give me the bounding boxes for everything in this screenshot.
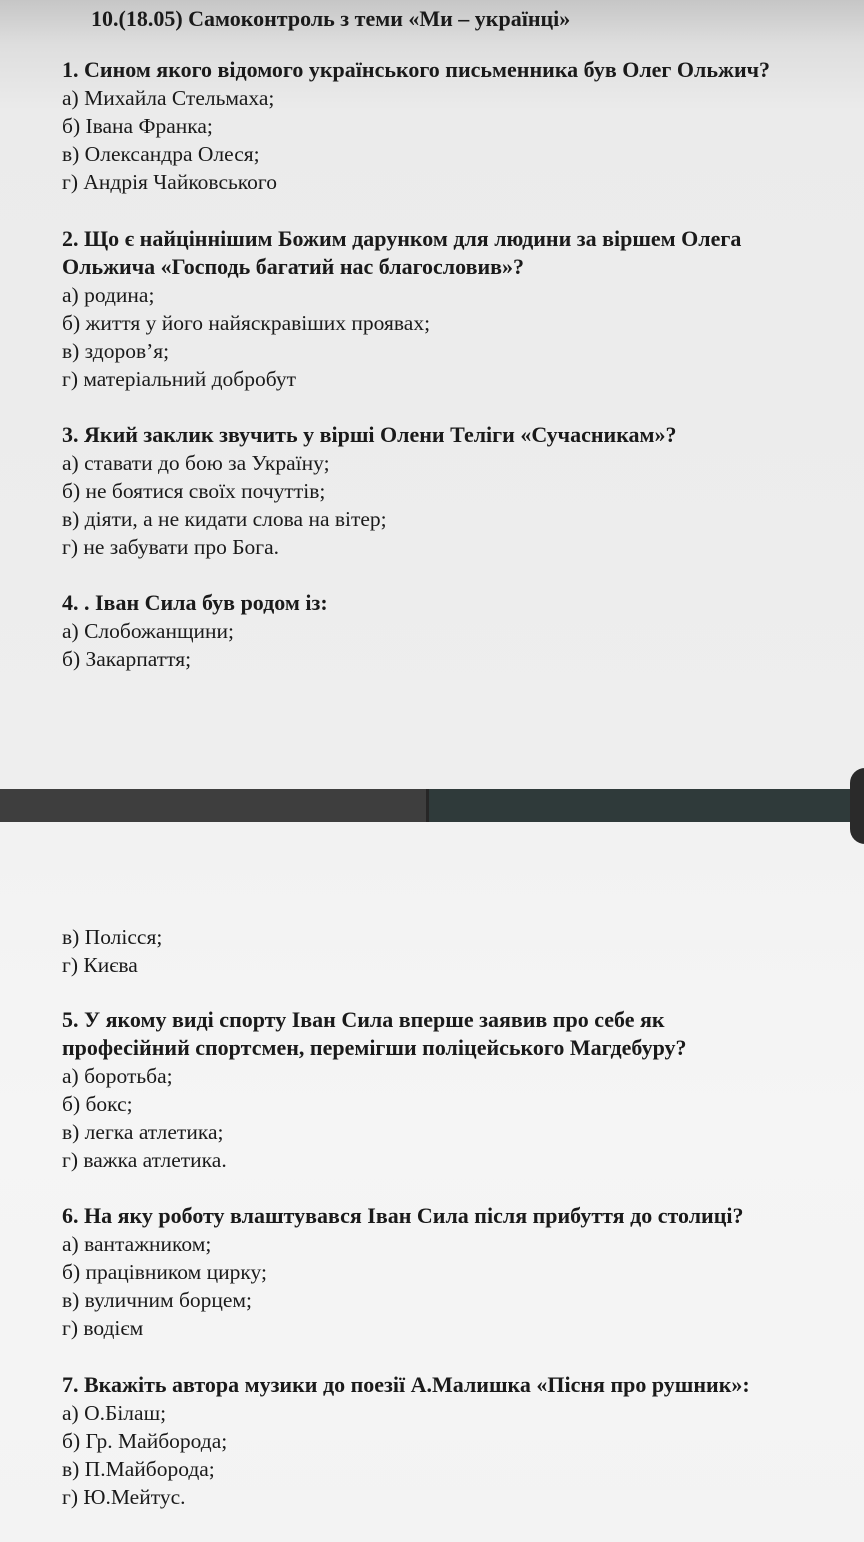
question-text: 2. Що є найціннішим Божим дарунком для людини за віршем Олега Ольжича «Господь багатий нас благословив»? [62, 226, 742, 279]
option: в) діяти, а не кидати слова на вітер; [62, 507, 387, 531]
option: б) Івана Франка; [62, 114, 213, 138]
question-5 [62, 1006, 862, 1174]
overlay-panel [426, 789, 855, 822]
option: а) О.Білаш; [62, 1401, 167, 1425]
question-6 [62, 1202, 862, 1342]
faded-background-text [8, 790, 10, 800]
option: в) здоров’я; [62, 339, 170, 363]
question-text: 3. Який заклик звучить у вірші Олени Теліги «Сучасникам»? [62, 422, 677, 447]
question-2 [62, 225, 862, 393]
option: в) Полісся; [62, 925, 163, 949]
option: а) родина; [62, 283, 155, 307]
option: б) життя у його найяскравіших проявах; [62, 311, 431, 335]
option: а) вантажником; [62, 1232, 212, 1256]
question-text: 6. На яку роботу влаштувався Іван Сила після прибуття до столиці? [62, 1203, 744, 1228]
option: б) працівником цирку; [62, 1260, 267, 1284]
option: в) легка атлетика; [62, 1120, 224, 1144]
option: а) ставати до бою за Україну; [62, 451, 330, 475]
question-7 [62, 1371, 862, 1511]
question-text: 4. . Іван Сила був родом із: [62, 590, 328, 615]
option: г) матеріальний добробут [62, 367, 297, 391]
option: в) Олександра Олеся; [62, 142, 260, 166]
question-3 [62, 421, 862, 561]
question-4-continued [62, 923, 862, 979]
option: в) П.Майборода; [62, 1457, 215, 1481]
option: б) не боятися своїх почуттів; [62, 479, 326, 503]
question-text: 7. Вкажіть автора музики до поезії А.Малишка «Пісня про рушник»: [62, 1372, 750, 1397]
option: г) Києва [62, 953, 138, 977]
option: а) боротьба; [62, 1064, 173, 1088]
option: г) не забувати про Бога. [62, 535, 280, 559]
question-1 [62, 56, 862, 196]
option: б) Гр. Майборода; [62, 1429, 228, 1453]
side-scroll-handle[interactable] [850, 768, 864, 844]
question-text: 5. У якому виді спорту Іван Сила вперше заявив про себе як професійний спортсмен, перемігши поліцейського Магдебуру? [62, 1007, 687, 1060]
option: б) Закарпаття; [62, 647, 192, 671]
option: б) бокс; [62, 1092, 133, 1116]
option: в) вуличним борцем; [62, 1288, 253, 1312]
option: г) водієм [62, 1316, 144, 1340]
option: а) Михайла Стельмаха; [62, 86, 275, 110]
question-4 [62, 589, 862, 673]
page-title: 10.(18.05) Самоконтроль з теми «Ми – українці» [91, 6, 571, 31]
option: г) Ю.Мейтус. [62, 1485, 186, 1509]
question-text: 1. Сином якого відомого українського письменника був Олег Ольжич? [62, 57, 771, 82]
option: а) Слобожанщини; [62, 619, 234, 643]
option: г) важка атлетика. [62, 1148, 227, 1172]
option: г) Андрія Чайковського [62, 170, 277, 194]
overlay-strip [0, 789, 864, 822]
